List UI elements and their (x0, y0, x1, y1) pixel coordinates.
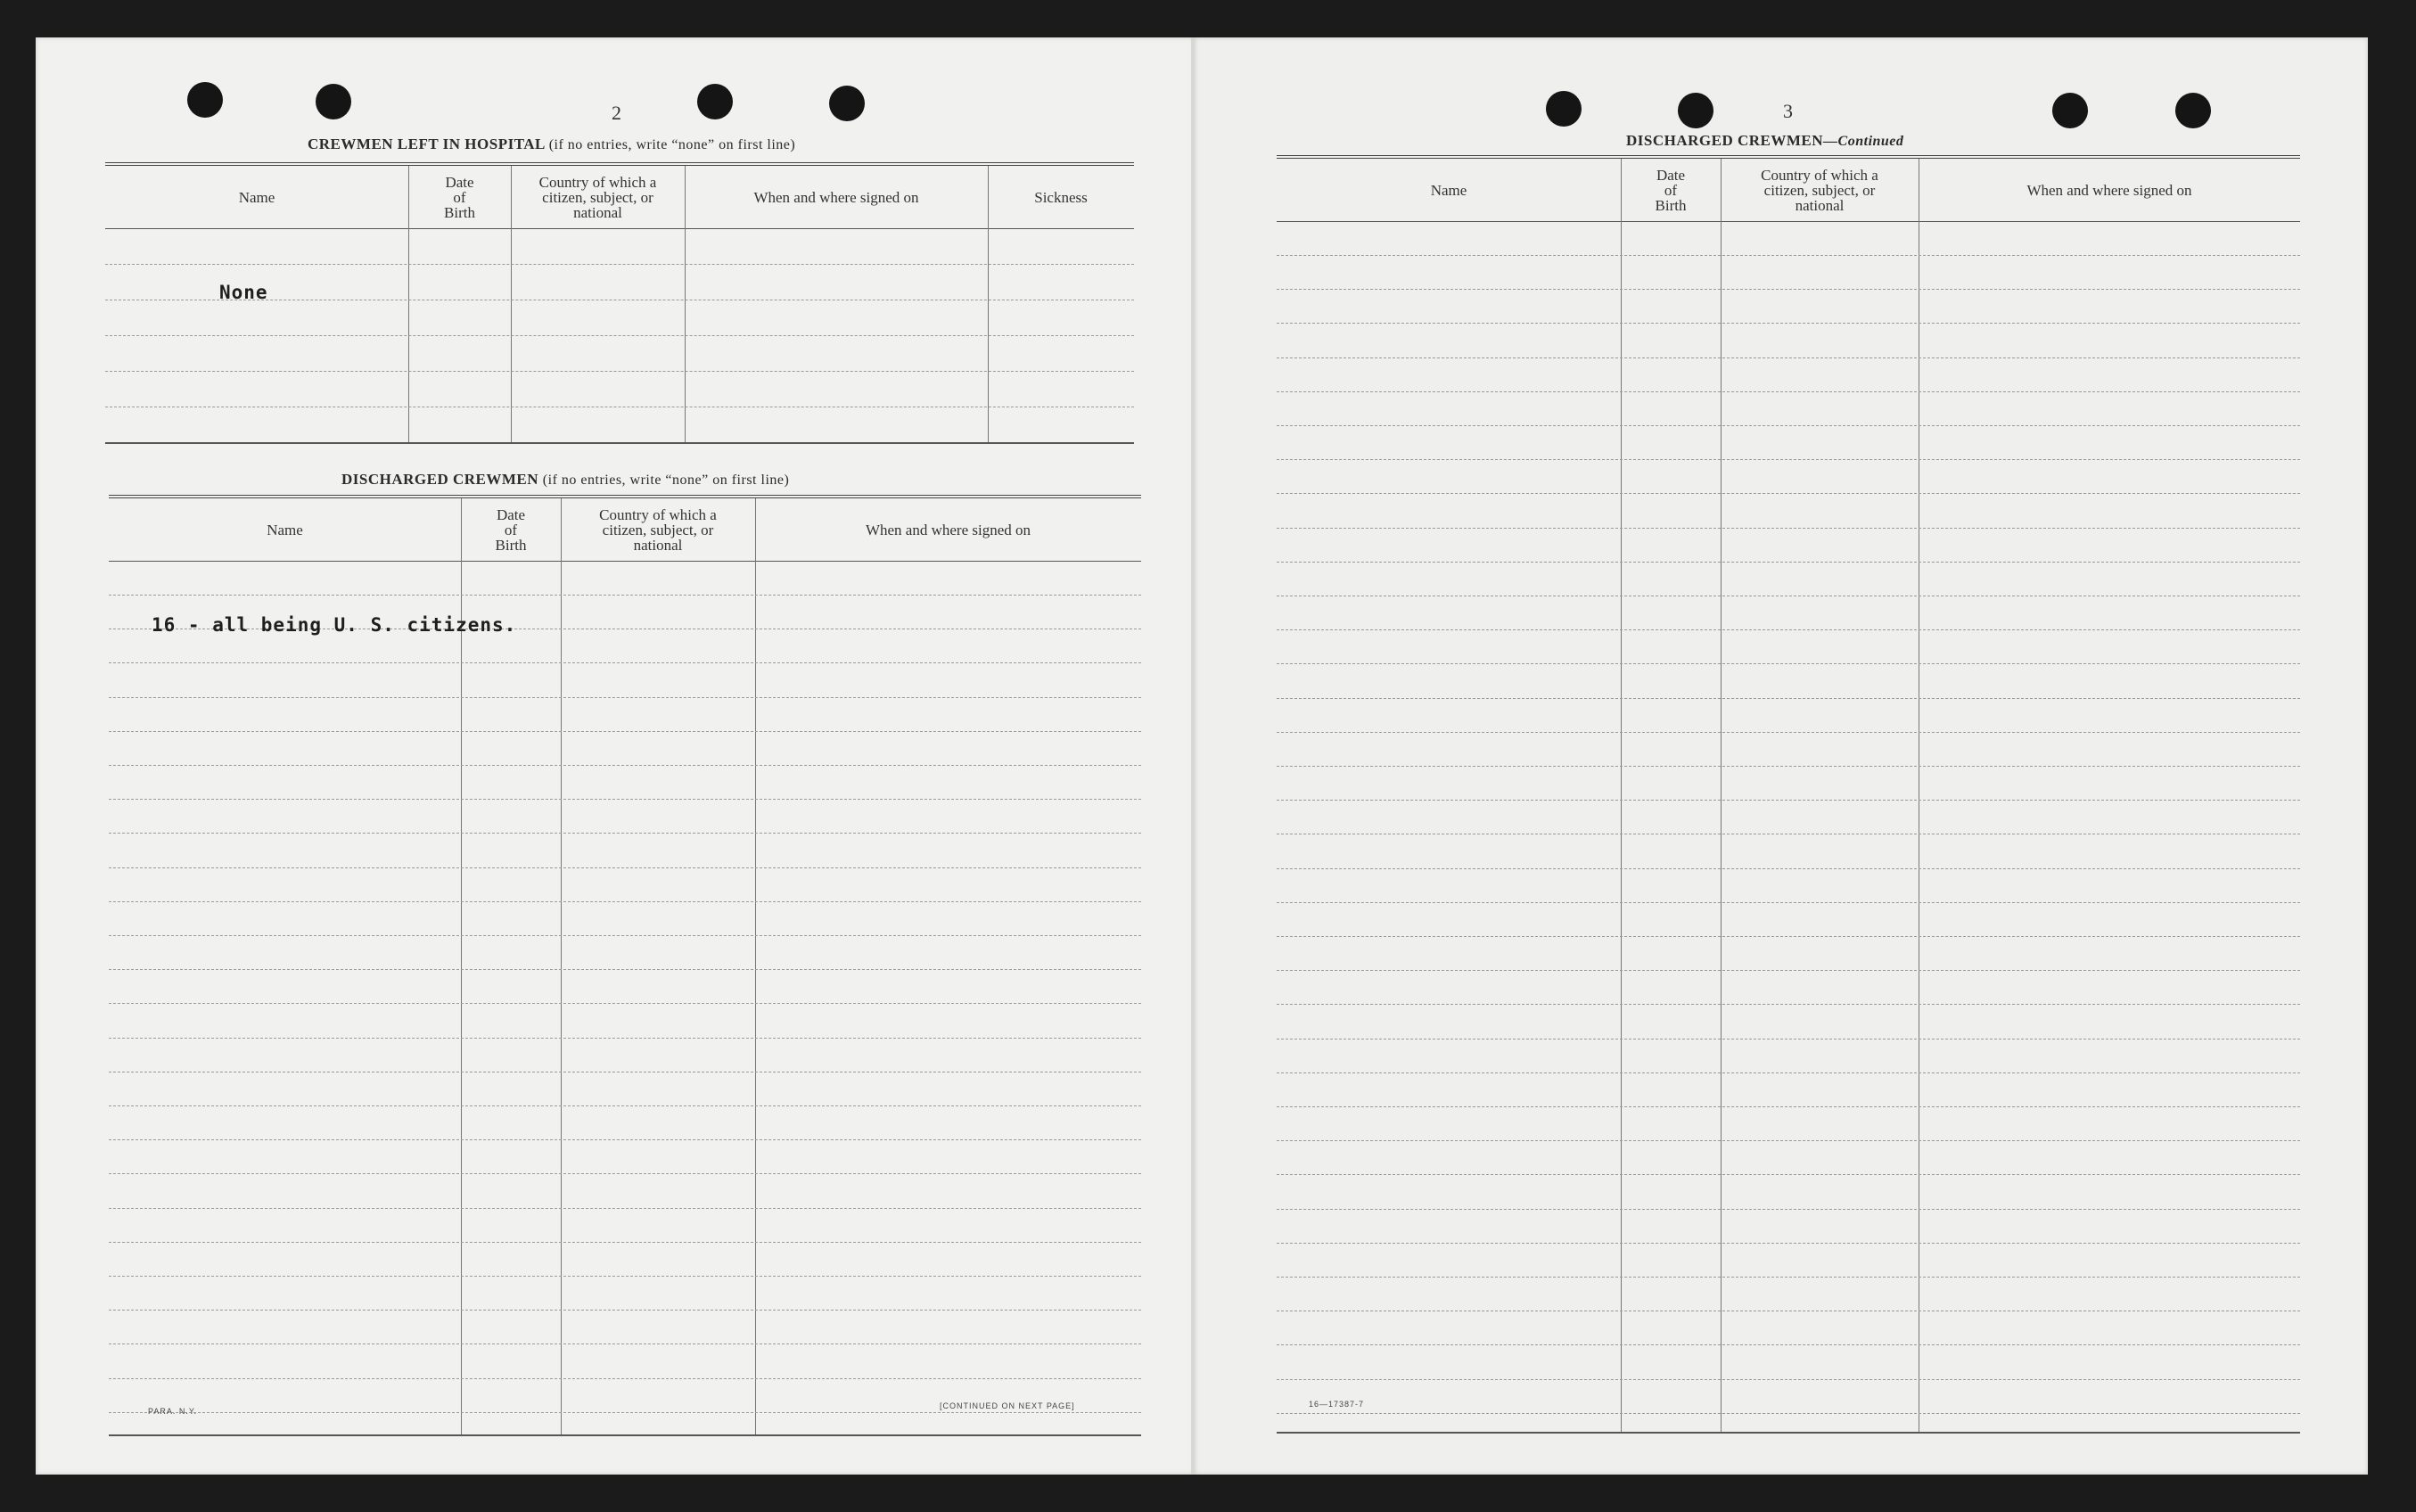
column-header-name: Name (1430, 181, 1467, 199)
column-header-date-of-birth: Date of Birth (1655, 166, 1687, 214)
ruled-line (1277, 936, 2300, 937)
punch-hole (316, 84, 351, 119)
ruled-line (1277, 1243, 2300, 1244)
ruled-line (1277, 357, 2300, 358)
ruled-line (1277, 255, 2300, 256)
ruled-line (1277, 493, 2300, 494)
ruled-line (109, 901, 1141, 902)
ruled-line (1277, 732, 2300, 733)
form-number: 16—17387-7 (1309, 1400, 1365, 1409)
ruled-line (109, 765, 1141, 766)
punch-hole (697, 84, 733, 119)
section-note: (if no entries, write “none” on first line) (542, 472, 790, 488)
discharged-continued-title (1626, 132, 1903, 150)
ruled-line (109, 1208, 1141, 1209)
ruled-line (1277, 663, 2300, 664)
table-header (105, 166, 1134, 229)
ruled-line (1277, 698, 2300, 699)
section-title-text: DISCHARGED CREWMEN (341, 471, 539, 488)
table-header (109, 498, 1141, 562)
column-divider (1721, 159, 1722, 1432)
column-header-country: Country of which a citizen, subject, or national (599, 505, 717, 554)
discharged-continued-table (1277, 155, 2300, 1434)
ruled-line (1277, 1413, 2300, 1414)
ruled-line (1277, 391, 2300, 392)
ruled-line (1277, 1004, 2300, 1005)
column-header-date-of-birth: Date of Birth (444, 173, 475, 221)
ruled-line (1277, 1379, 2300, 1380)
right-page (1195, 37, 2368, 1475)
column-header-name: Name (267, 521, 303, 538)
column-header-signed-on: When and where signed on (865, 521, 1031, 538)
discharged-entry: 16 - all being U. S. citizens. (152, 614, 517, 636)
hospital-section-title (308, 136, 795, 153)
ruled-line (1277, 562, 2300, 563)
ruled-line (109, 799, 1141, 800)
ruled-line (1277, 528, 2300, 529)
ruled-line (105, 264, 1134, 265)
ruled-line (109, 731, 1141, 732)
ruled-line (1277, 1277, 2300, 1278)
left-page (36, 37, 1195, 1475)
ruled-line (109, 1378, 1141, 1379)
ruled-line (1277, 289, 2300, 290)
discharged-section-title (341, 471, 789, 489)
punch-hole (187, 82, 223, 118)
ruled-line (109, 1242, 1141, 1243)
ruled-line (109, 1412, 1141, 1413)
ruled-line (109, 662, 1141, 663)
ruled-line (109, 1276, 1141, 1277)
ruled-line (105, 335, 1134, 336)
ruled-line (1277, 766, 2300, 767)
ruled-line (1277, 970, 2300, 971)
ruled-line (109, 1105, 1141, 1106)
ruled-line (1277, 323, 2300, 324)
hospital-table (105, 162, 1134, 444)
ruled-line (1277, 1174, 2300, 1175)
continued-note: [CONTINUED ON NEXT PAGE] (940, 1401, 1075, 1410)
column-header-signed-on: When and where signed on (753, 188, 919, 206)
punch-hole (1546, 91, 1582, 127)
ruled-line (109, 1173, 1141, 1174)
column-divider (408, 166, 409, 442)
section-note: (if no entries, write “none” on first line) (548, 137, 796, 152)
column-divider (685, 166, 686, 442)
ruled-line (109, 969, 1141, 970)
ruled-line (1277, 800, 2300, 801)
ruled-line (109, 867, 1141, 868)
section-title-text: DISCHARGED CREWMEN (1626, 132, 1824, 149)
column-header-sickness: Sickness (1034, 188, 1088, 206)
column-header-country: Country of which a citizen, subject, or national (538, 173, 657, 221)
ruled-line (109, 1310, 1141, 1311)
printer-mark: PARA. N.Y. (148, 1407, 198, 1416)
column-divider (561, 498, 562, 1434)
ruled-line (1277, 1072, 2300, 1073)
ruled-line (109, 935, 1141, 936)
ruled-line (105, 371, 1134, 372)
column-header-signed-on: When and where signed on (2026, 181, 2192, 199)
ruled-line (1277, 1140, 2300, 1141)
ruled-line (1277, 868, 2300, 869)
ruled-line (1277, 629, 2300, 630)
ruled-line (1277, 459, 2300, 460)
punch-hole (2052, 93, 2088, 128)
column-divider (755, 498, 756, 1434)
ruled-line (1277, 1209, 2300, 1210)
ruled-line (109, 697, 1141, 698)
column-header-date-of-birth: Date of Birth (495, 505, 527, 554)
page-number: 3 (1783, 100, 1793, 122)
column-divider (1621, 159, 1622, 1432)
ruled-line (109, 1003, 1141, 1004)
ruled-line (1277, 1039, 2300, 1040)
ruled-line (109, 1038, 1141, 1039)
section-continued: —Continued (1823, 134, 1904, 149)
ruled-line (1277, 1344, 2300, 1345)
ruled-line (109, 1139, 1141, 1140)
column-header-name: Name (238, 188, 275, 206)
ruled-line (109, 595, 1141, 596)
section-title-text: CREWMEN LEFT IN HOSPITAL (308, 136, 545, 152)
hospital-entry: None (219, 282, 268, 303)
ruled-line (109, 833, 1141, 834)
discharged-table (109, 495, 1141, 1436)
column-divider (511, 166, 512, 442)
punch-hole (1678, 93, 1713, 128)
ruled-line (1277, 902, 2300, 903)
table-header (1277, 159, 2300, 222)
ruled-line (1277, 1106, 2300, 1107)
column-divider (461, 498, 462, 1434)
column-header-country: Country of which a citizen, subject, or national (1761, 166, 1878, 214)
punch-hole (829, 86, 865, 121)
punch-hole (2175, 93, 2211, 128)
ruled-line (1277, 425, 2300, 426)
column-divider (988, 166, 989, 442)
page-number: 2 (612, 102, 621, 124)
